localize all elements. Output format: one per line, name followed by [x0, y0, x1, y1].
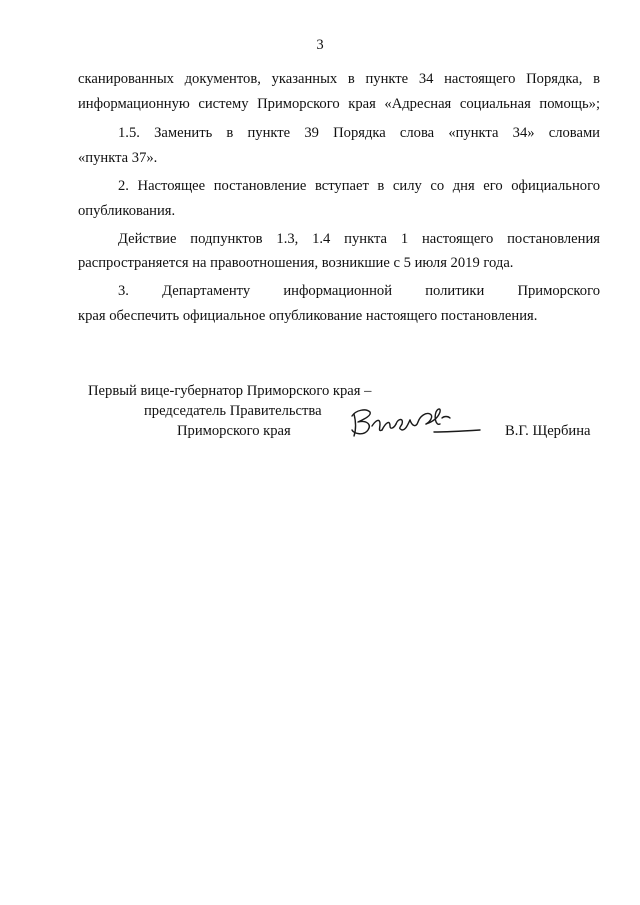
text-line: 1.5. Заменить в пункте 39 Порядка слова «пункта 34» словами: [118, 125, 600, 141]
text-line: Действие подпунктов 1.3, 1.4 пункта 1 настоящего постановления: [118, 231, 600, 247]
text-line: края обеспечить официальное опубликование настоящего постановления.: [78, 308, 538, 324]
text-line: информационную систему Приморского края «Адресная социальная помощь»;: [78, 96, 600, 112]
signatory-name: В.Г. Щербина: [505, 423, 591, 439]
text-line: «пункта 37».: [78, 150, 158, 166]
text-line: 2. Настоящее постановление вступает в силу со дня его официального: [118, 178, 600, 194]
text-line: сканированных документов, указанных в пункте 34 настоящего Порядка, в: [78, 71, 600, 87]
text-line: распространяется на правоотношения, возникшие с 5 июля 2019 года.: [78, 255, 514, 271]
signatory-title-line-3: Приморского края: [177, 423, 291, 439]
text-line: опубликования.: [78, 203, 176, 219]
page-number: 3: [316, 37, 324, 53]
signatory-title-line-1: Первый вице-губернатор Приморского края –: [88, 383, 372, 399]
handwritten-signature: [346, 404, 482, 444]
text-line: 3. Департаменту информационной политики Приморского: [118, 283, 600, 299]
signatory-title-line-2: председатель Правительства: [144, 403, 322, 419]
